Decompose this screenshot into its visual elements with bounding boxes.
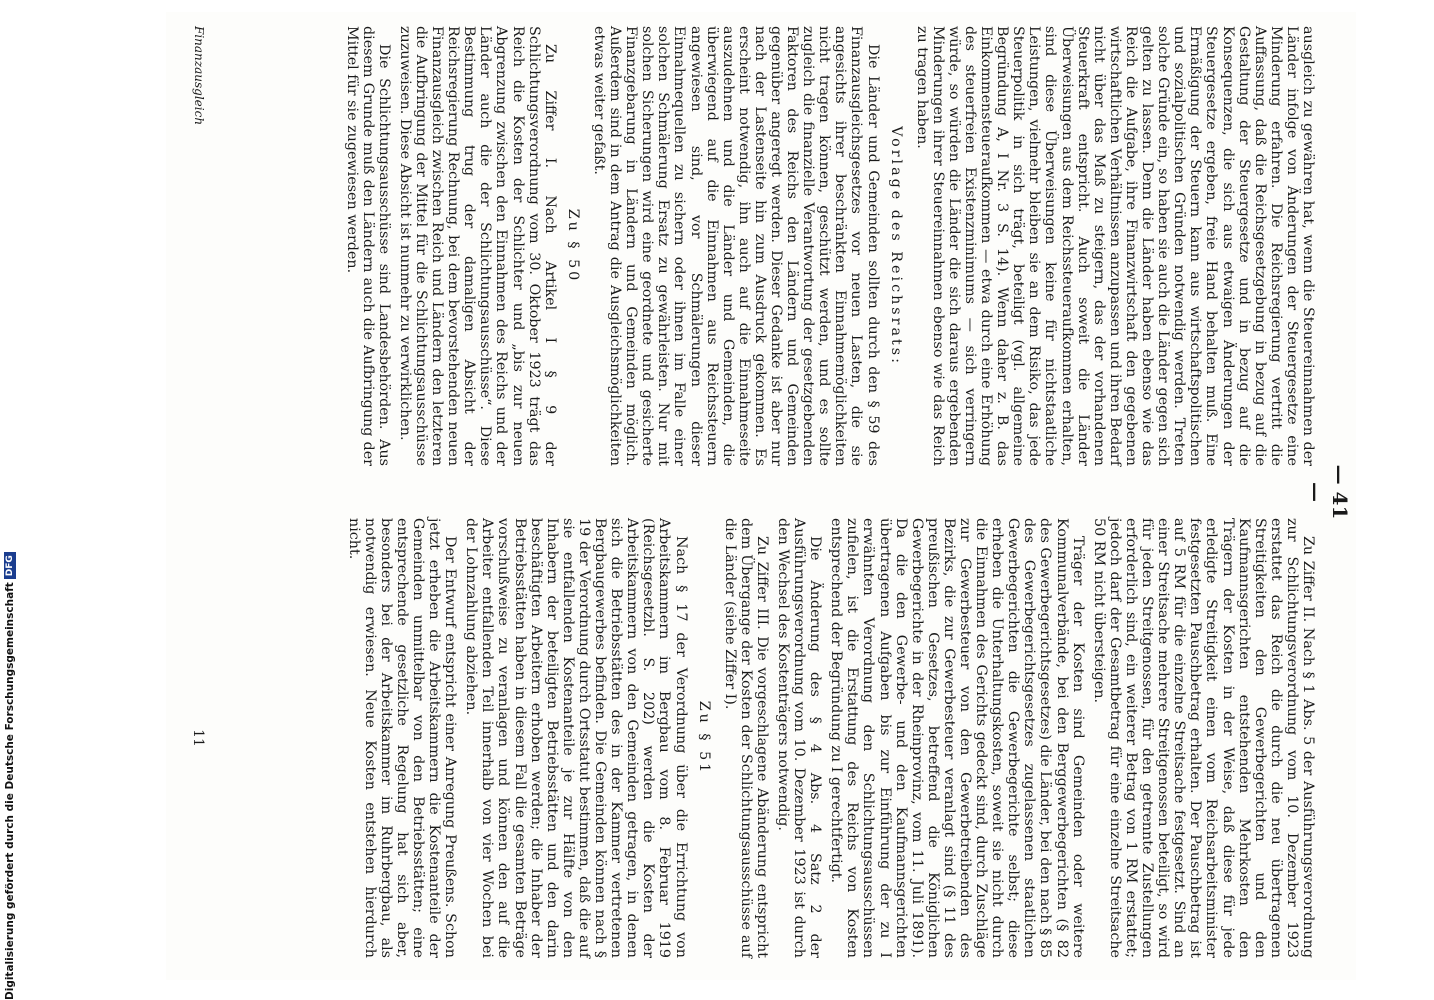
paragraph: Zu Ziffer III. Die vorgeschlagene Abänderung entspricht dem Übergange der Kosten der Schlichtungsausschüsse auf die Länder (siehe Ziffer I).: [721, 518, 770, 958]
document-page: [166, 12, 1356, 980]
section-heading: Zu § 51: [695, 700, 712, 776]
digitization-text: Digitalisierung gefördert durch die Deutsche Forschungsgemeinschaft: [4, 582, 16, 1000]
left-column: [339, 26, 1316, 466]
paragraph: ausgleich zu gewähren hat, wenn die Steuereinnahmen der Länder infolge von Änderungen der Steuergesetze eine Minderung erfahren. Die Reichsregierung vertritt die Auffassung, daß die Reichsgesetzgebung in bezug auf die Gestaltung der Steuergesetze und in bezug auf die Konsequenzen, die sich aus etwaigen Änderungen der Steuergesetze ergeben, freie Hand behalten muß. Eine Ermäßigung der Steuern kann aus wirtschaftspolitischen und sozialpolitischen Gründen notwendig werden. Treten solche Gründe ein, so haben sie auch die Länder gegen sich gelten zu lassen. Denn die Länder haben ebenso wie das Reich die Aufgabe, ihre Finanzwirtschaft den gegebenen wirtschaftlichen Verhältnissen anzupassen und ihren Bedarf nicht über das Maß zu steigern, das der vorhandenen Steuerkraft entspricht. Auch soweit die Länder Überweisungen aus dem Reichssteueraufkommen erhalten, sind diese Überweisungen keine für nichtstaatliche Leistungen, vielmehr bleiben sie an dem Risiko, das jede Steuerpolitik in sich trägt, beteiligt (vgl. allgemeine Begründung A, I Nr. 3 S. 14). Wenn daher z. B. das Einkommensteueraufkommen — etwa durch eine Erhöhung des steuerfreien Existenzminimums — sich verringern würde, so würden die Länder die sich daraus ergebenden Minderungen ihrer Steuereinnahmen ebenso wie das Reich zu tragen haben.: [913, 26, 1316, 466]
page-number: — 41 —: [1304, 464, 1352, 520]
paragraph: Nach § 17 der Verordnung über die Errichtung von Arbeitskammern im Bergbau vom 8. Februar 1919 (Reichsgesetzbl. S. 202) werden die Kosten der Arbeitskammern von den Gemeinden getragen, in denen sich die Betriebsstätten des in der Kammer vertretenen Bergbaugewerbes befinden. Die Gemeinden können nach § 19 der Verordnung durch Ortsstatut bestimmen, daß die auf sie entfallenden Kostenanteile je zur Hälfte von den Inhabern der beteiligten Betriebsstätten und den darin beschäftigten Arbeitern erhoben werden; die Inhaber der Betriebsstätten haben in diesem Fall die gesamten Beträge vorschußweise zu veranlagen und können den auf die Arbeiter entfallenden Teil innerhalb von vier Wochen bei der Lohnzahlung abziehen.: [463, 518, 689, 958]
paragraph: Der Entwurf entspricht einer Anregung Preußens. Schon jetzt erheben die Arbeitskammern die Kostenanteile der Gemeinden unmittelbar von den Betriebsstätten; eine entsprechende gesetzliche Regelung hat sich aber, besonders bei der Arbeitskammer im Ruhrbergbau, als notwendig erwiesen. Neue Kosten entstehen hierdurch nicht.: [345, 518, 459, 958]
paragraph: Die Änderung des § 4 Abs. 4 Satz 2 der Ausführungsverordnung vom 10. Dezember 1923 ist durch den Wechsel des Kostenträgers notwendig.: [775, 518, 824, 958]
paragraph: Die Länder und Gemeinden sollten durch den § 59 des Finanzausgleichsgesetzes vor neuen Lasten, die sie angesichts ihrer beschränkten Einnahmemöglichkeiten nicht tragen können, geschützt werden, und es sollte zugleich die finanzielle Verantwortung der gesetzgebenden Faktoren des Reichs den Ländern und Gemeinden gegenüber angeregt werden. Dieser Gedanke ist aber nur nach der Lastenseite hin zum Ausdruck gekommen. Es erscheint notwendig, ihn auch auf die Einnahmeseite auszudehnen und die Länder und Gemeinden, die überwiegend auf die Einnahmen aus Reichssteuern angewiesen sind, vor Schmälerungen dieser Einnahmequellen zu sichern oder ihnen im Falle einer solchen Schmälerung Ersatz zu gewährleisten. Nur mit solchen Sicherungen wird eine geordnete und gesicherte Finanzgebarung in Ländern und Gemeinden möglich. Außerdem sind in dem Antrag die Ausgleichsmöglichkeiten etwas weiter gefaßt.: [590, 26, 881, 466]
paragraph: Die Schlichtungsausschüsse sind Landesbehörden. Aus diesem Grunde muß den Ländern auch die Aufbringung der Mittel für sie zugewiesen werden.: [343, 26, 392, 466]
section-heading: Vorlage des Reichsrats:: [887, 126, 904, 366]
paragraph: Zu Ziffer II. Nach § 1 Abs. 5 der Ausführungsverordnung zur Schlichtungsverordnung vom 10. Dezember 1923 erstattet das Reich die durch die neu übertragenen Streitigkeiten den Gewerbegerichten und den Kaufmannsgerichten entstehenden Mehrkosten den Trägern der Kosten in der Weise, daß diese für jede erledigte Streitigkeit einen vom Reichsarbeitsminister festgesetzten Pauschbetrag erhalten. Der Pauschbetrag ist auf 5 RM für die einzelne Streitsache festgesetzt. Sind an einer Streitsache mehrere Streitgenossen beteiligt, so wird für jeden Streitgenossen, für den getrennte Zustellungen erforderlich sind, ein weiterer Betrag von 1 RM erstattet; jedoch darf der Gesamtbetrag für eine einzelne Streitsache 50 RM nicht übersteigen.: [1090, 518, 1316, 958]
paragraph: Zu Ziffer I. Nach Artikel I § 9 der Schlichtungsverordnung vom 30. Oktober 1923 trägt das Reich die Kosten der Schlichter und „bis zur neuen Abgrenzung zwischen den Einnahmen des Reichs und der Länder auch die der Schlichtungsausschüsse“. Diese Bestimmung trug der damaligen Absicht der Reichsregierung Rechnung, bei dem bevorstehenden neuen Finanzausgleich zwischen Reich und Ländern den letzteren die Aufbringung der Mittel für die Schlichtungsausschüsse zuzuweisen. Diese Absicht ist nunmehr zu verwirklichen.: [396, 26, 558, 466]
signature-mark: 11: [190, 729, 206, 747]
paragraph: Träger der Kosten sind Gemeinden oder weitere Kommunalverbände, bei den Berggewerbegerichten (§ 82 des Gewerbegerichtsgesetzes) die Länder, bei den nach § 85 des Gewerbegerichtsgesetzes zugelassenen staatlichen Gewerbegerichten die Gewerbegerichte selbst; diese erheben die Unterhaltungskosten, soweit sie nicht durch die Einnahmen des Gerichts gedeckt sind, durch Zuschläge zur Gewerbesteuer von den Gewerbetreibenden des Bezirks, die zur Gewerbesteuer veranlagt sind (§ 11 des preußischen Gesetzes, betreffend die Königlichen Gewerbegerichte in der Rheinprovinz, vom 11. Juli 1891). Da die den Gewerbe- und den Kaufmannsgerichten übertragenen Aufgaben bis zur Einführung der zu I erwähnten Verordnung den Schlichtungsausschüssen zufielen, ist die Erstattung des Reichs von Kosten entsprechend der Begründung zu I gerechtfertigt.: [828, 518, 1086, 958]
right-column: [341, 518, 1316, 958]
digitization-notice: [2, 0, 18, 1000]
running-footer: Finanzausgleich: [192, 26, 206, 126]
section-heading: Zu § 50: [564, 208, 581, 284]
dfg-logo-icon: DFG: [4, 552, 16, 579]
